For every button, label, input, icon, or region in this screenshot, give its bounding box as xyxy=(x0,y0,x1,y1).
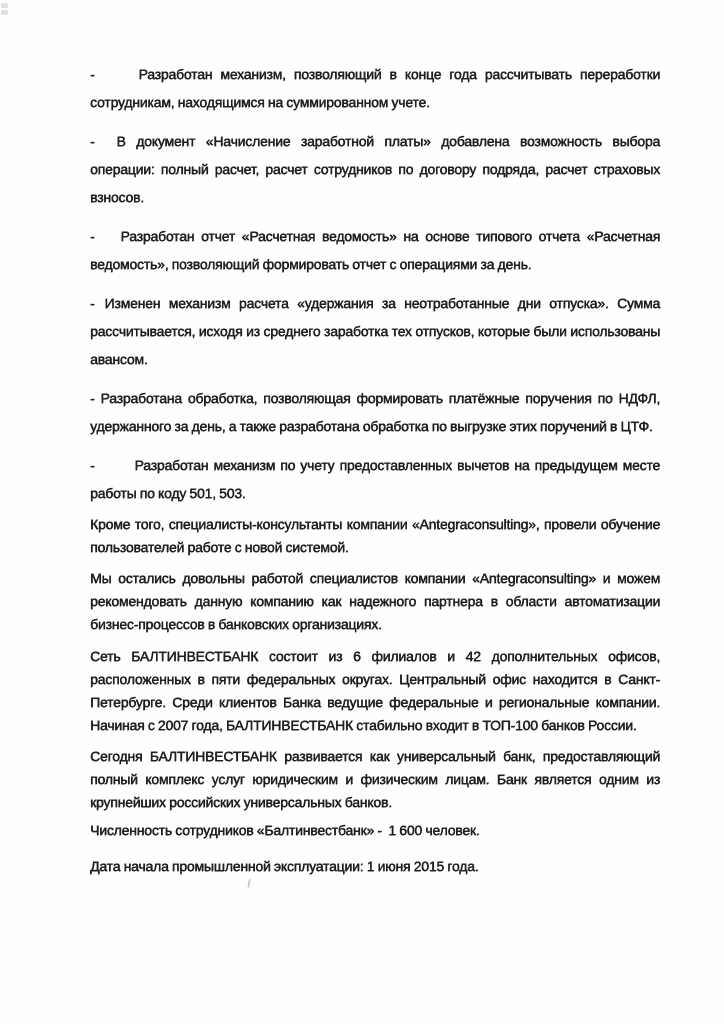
bullet-item xyxy=(90,60,660,116)
text-line: работы по коду 501, 503. xyxy=(90,485,246,501)
text-line: Сегодня БАЛТИНВЕСТБАНК развивается как универсальный банк, предоставляющий xyxy=(90,748,660,764)
document-body xyxy=(90,60,660,878)
text-line: ведомость», позволяющий формировать отчет с операциями за день. xyxy=(90,256,532,272)
text-line: авансом. xyxy=(90,351,148,367)
text-line: Дата начала промышленной эксплуатации: 1 июня 2015 года. xyxy=(90,858,479,874)
bullet-indent-gap xyxy=(94,469,134,470)
paragraph xyxy=(90,567,660,636)
bullet-item xyxy=(90,222,660,278)
scan-artifact-corner xyxy=(1,3,8,8)
text-line: - Изменен механизм расчета «удержания за неотработанные дни отпуска». Сумма xyxy=(90,295,660,311)
text-line: Кроме того, специалисты-консультанты компании «Antegraconsulting», провели обучение xyxy=(90,516,660,532)
text-line: сотрудникам, находящимся на суммированном учете. xyxy=(90,94,430,110)
paragraph xyxy=(90,513,660,559)
text-line: - Разработана обработка, позволяющая формировать платёжные поручения по НДФЛ, xyxy=(90,390,660,406)
text-line: Сеть БАЛТИНВЕСТБАНК состоит из 6 филиалов и 42 дополнительных офисов, xyxy=(90,648,660,664)
bullet-indent-gap xyxy=(94,145,116,146)
bullet-dash: - xyxy=(90,66,95,82)
text-line: - В документ «Начисление заработной платы» добавлена возможность выбора xyxy=(90,133,660,149)
paragraph xyxy=(90,645,660,737)
text-line: бизнес-процессов в банковских организациях. xyxy=(90,616,382,632)
text-line: Численность сотрудников «Балтинвестбанк» - 1 600 человек. xyxy=(90,822,480,838)
bullet-item xyxy=(90,384,660,440)
bullet-dash: - xyxy=(90,295,95,311)
bullet-dash: - xyxy=(90,390,95,406)
bullet-item xyxy=(90,451,660,507)
text-line: - Разработан механизм, позволяющий в конце года рассчитывать переработки xyxy=(90,66,660,82)
bullet-indent-gap xyxy=(94,78,138,79)
bullet-item xyxy=(90,289,660,373)
bullet-dash: - xyxy=(90,457,95,473)
text-line: полный комплекс услуг юридическим и физическим лицам. Банк является одним из xyxy=(90,771,660,787)
text-line: Мы остались довольны работой специалистов компании «Antegraconsulting» и можем xyxy=(90,570,660,586)
text-line: взносов. xyxy=(90,189,144,205)
text-line: - Разработан механизм по учету предоставленных вычетов на предыдущем месте xyxy=(90,457,660,473)
bullet-indent-gap xyxy=(94,402,100,403)
text-line: расположенных в пяти федеральных округах. Центральный офис находится в Санкт- xyxy=(90,671,660,687)
text-line: рекомендовать данную компанию как надежного партнера в области автоматизации xyxy=(90,593,660,609)
paragraph xyxy=(90,745,660,814)
bullet-indent-gap xyxy=(94,240,120,241)
bullet-dash: - xyxy=(90,228,95,244)
paragraph xyxy=(90,819,660,842)
scan-artifact-corner xyxy=(1,10,8,15)
text-line: пользователей работе с новой системой. xyxy=(90,539,349,555)
text-line: удержанного за день, а также разработана обработка по выгрузке этих поручений в ЦТФ. xyxy=(90,418,653,434)
paragraph xyxy=(90,855,660,878)
bullet-dash: - xyxy=(90,133,95,149)
text-line: крупнейших российских универсальных банков. xyxy=(90,794,392,810)
text-line: Начиная с 2007 года, БАЛТИНВЕСТБАНК стабильно входит в ТОП-100 банков России. xyxy=(90,717,637,733)
bullet-item xyxy=(90,127,660,211)
scan-artifact-mark xyxy=(247,879,254,889)
text-line: операции: полный расчет, расчет сотрудников по договору подряда, расчет страховых xyxy=(90,161,660,177)
text-line: рассчитывается, исходя из среднего заработка тех отпусков, которые были использованы xyxy=(90,323,660,339)
text-line: Петербурге. Среди клиентов Банка ведущие федеральные и региональные компании. xyxy=(90,694,660,710)
text-line: - Разработан отчет «Расчетная ведомость» на основе типового отчета «Расчетная xyxy=(90,228,660,244)
bullet-indent-gap xyxy=(94,307,104,308)
